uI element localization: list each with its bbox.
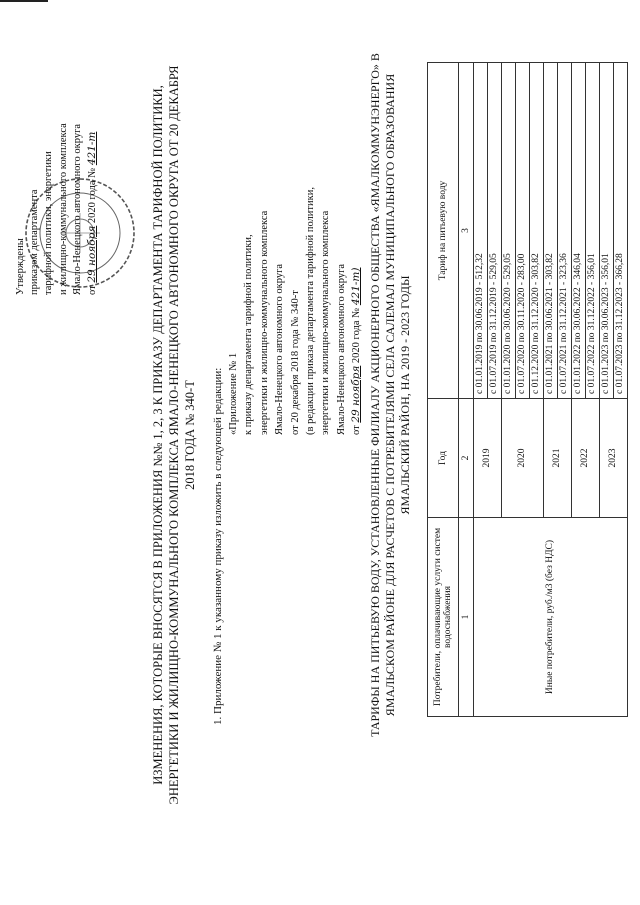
year-cell: 2020 (502, 399, 544, 518)
column-number: 3 (459, 63, 474, 399)
approval-line: Ямало-Ненецкого автономного округа (71, 123, 83, 295)
tariff-cell: с 01.01.2020 по 30.06.2020 - 529,05 (502, 63, 516, 399)
approval-date-prefix: от (87, 285, 99, 295)
annex-line: (в редакции приказа департамента тарифной политики, (305, 187, 317, 435)
annex-line: Ямало-Ненецкого автономного округа (274, 263, 286, 435)
approval-line: приказом департамента (29, 189, 41, 295)
table-number-row (459, 63, 474, 717)
tariff-cell: с 01.07.2019 по 31.12.2019 - 529,05 (488, 63, 502, 399)
tariff-cell: с 01.07.2023 по 31.12.2023 - 366,28 (614, 63, 628, 399)
approval-block (14, 15, 100, 295)
tariff-cell: с 01.01.2022 по 30.06.2022 - 346,04 (572, 63, 586, 399)
annex-date-prefix: от (351, 425, 363, 435)
approval-date-year: 2020 года № (87, 167, 99, 224)
header-year: Год (428, 399, 459, 518)
header-tariff: Тариф на питьевую воду (428, 63, 459, 399)
tariff-cell: с 01.12.2020 по 31.12.2020 - 303,82 (530, 63, 544, 399)
annex-header (226, 105, 365, 435)
annex-date-year: 2020 года № (351, 307, 363, 364)
annex-date-line (349, 105, 364, 435)
approval-date-line (85, 15, 100, 295)
consumer-cell: Иные потребители, руб./м3 (без НДС) (474, 518, 628, 717)
tariff-cell: с 01.01.2021 по 30.06.2021 - 303,82 (544, 63, 558, 399)
column-number: 1 (459, 518, 474, 717)
year-cell: 2022 (572, 399, 600, 518)
document-title: ИЗМЕНЕНИЯ, КОТОРЫЕ ВНОСЯТСЯ В ПРИЛОЖЕНИЯ №№ 1, 2, 3 К ПРИКАЗУ ДЕПАРТАМЕНТА ТАРИФНОЙ ПОЛИТИКИ, ЭНЕРГЕТИКИ И ЖИЛИЩНО-КОММУНАЛЬНОГО КОМПЛЕКСА ЯМАЛО-НЕНЕЦКОГО АВТОНОМНОГО ОКРУГА ОТ 20 ДЕКАБРЯ 2018 ГОДА № 340-Т (151, 65, 197, 805)
annex-line: от 20 декабря 2018 года № 340-т (289, 290, 301, 435)
header-consumers: Потребители, оплачивающие услуги систем водоснабжения (428, 518, 459, 717)
table-title: ТАРИФЫ НА ПИТЬЕВУЮ ВОДУ, УСТАНОВЛЕННЫЕ ФИЛИАЛУ АКЦИОНЕРНОГО ОБЩЕСТВА «ЯМАЛКОММУНЭНЕРГО» В ЯМАЛЬСКОМ РАЙОНЕ ДЛЯ РАСЧЕТОВ С ПОТРЕБИТЕЛЯМИ СЕЛА САЛЕМАЛ МУНИЦИПАЛЬНОГО ОБРАЗОВАНИЯ ЯМАЛЬСКИЙ РАЙОН, НА 2019 - 2023 ГОДЫ (368, 53, 412, 737)
annex-line: Ямало-Ненецкого автономного округа (335, 263, 347, 435)
tariff-cell: с 01.01.2019 по 30.06.2019 - 512,32 (474, 63, 488, 399)
approval-order-number: 421-т (86, 131, 99, 166)
table-row (474, 63, 488, 717)
year-cell: 2019 (474, 399, 502, 518)
year-cell: 2023 (600, 399, 628, 518)
table-header-row (428, 63, 459, 717)
approval-line: Утверждены (15, 238, 26, 295)
tariff-table (427, 62, 628, 717)
annex-line: энергетики и жилищно-коммунального комплекса (320, 210, 332, 435)
approval-line: тарифной политики, энергетики (43, 151, 55, 295)
tariff-cell: с 01.07.2020 по 30.11.2020 - 283,00 (516, 63, 530, 399)
approval-line: и жилищно-коммунального комплекса (57, 123, 69, 295)
tariff-cell: с 01.07.2021 по 31.12.2021 - 323,36 (558, 63, 572, 399)
annex-line: к приказу департамента тарифной политики, (243, 234, 255, 435)
column-number: 2 (459, 399, 474, 518)
annex-date-day: 29 ноября (350, 365, 363, 423)
approval-date-day: 29 ноября (86, 225, 99, 283)
annex-order-number: 421-т) (350, 267, 363, 306)
item-1-text: 1. Приложение № 1 к указанному приказу изложить в следующей редакции: (212, 367, 224, 725)
year-cell: 2021 (544, 399, 572, 518)
tariff-cell: с 01.01.2023 по 30.06.2023 - 356,01 (600, 63, 614, 399)
annex-line: энергетики и жилищно-коммунального комплекса (258, 210, 270, 435)
annex-line: «Приложение № 1 (228, 352, 239, 435)
tariff-cell: с 01.07.2022 по 31.12.2022 - 356,01 (586, 63, 600, 399)
